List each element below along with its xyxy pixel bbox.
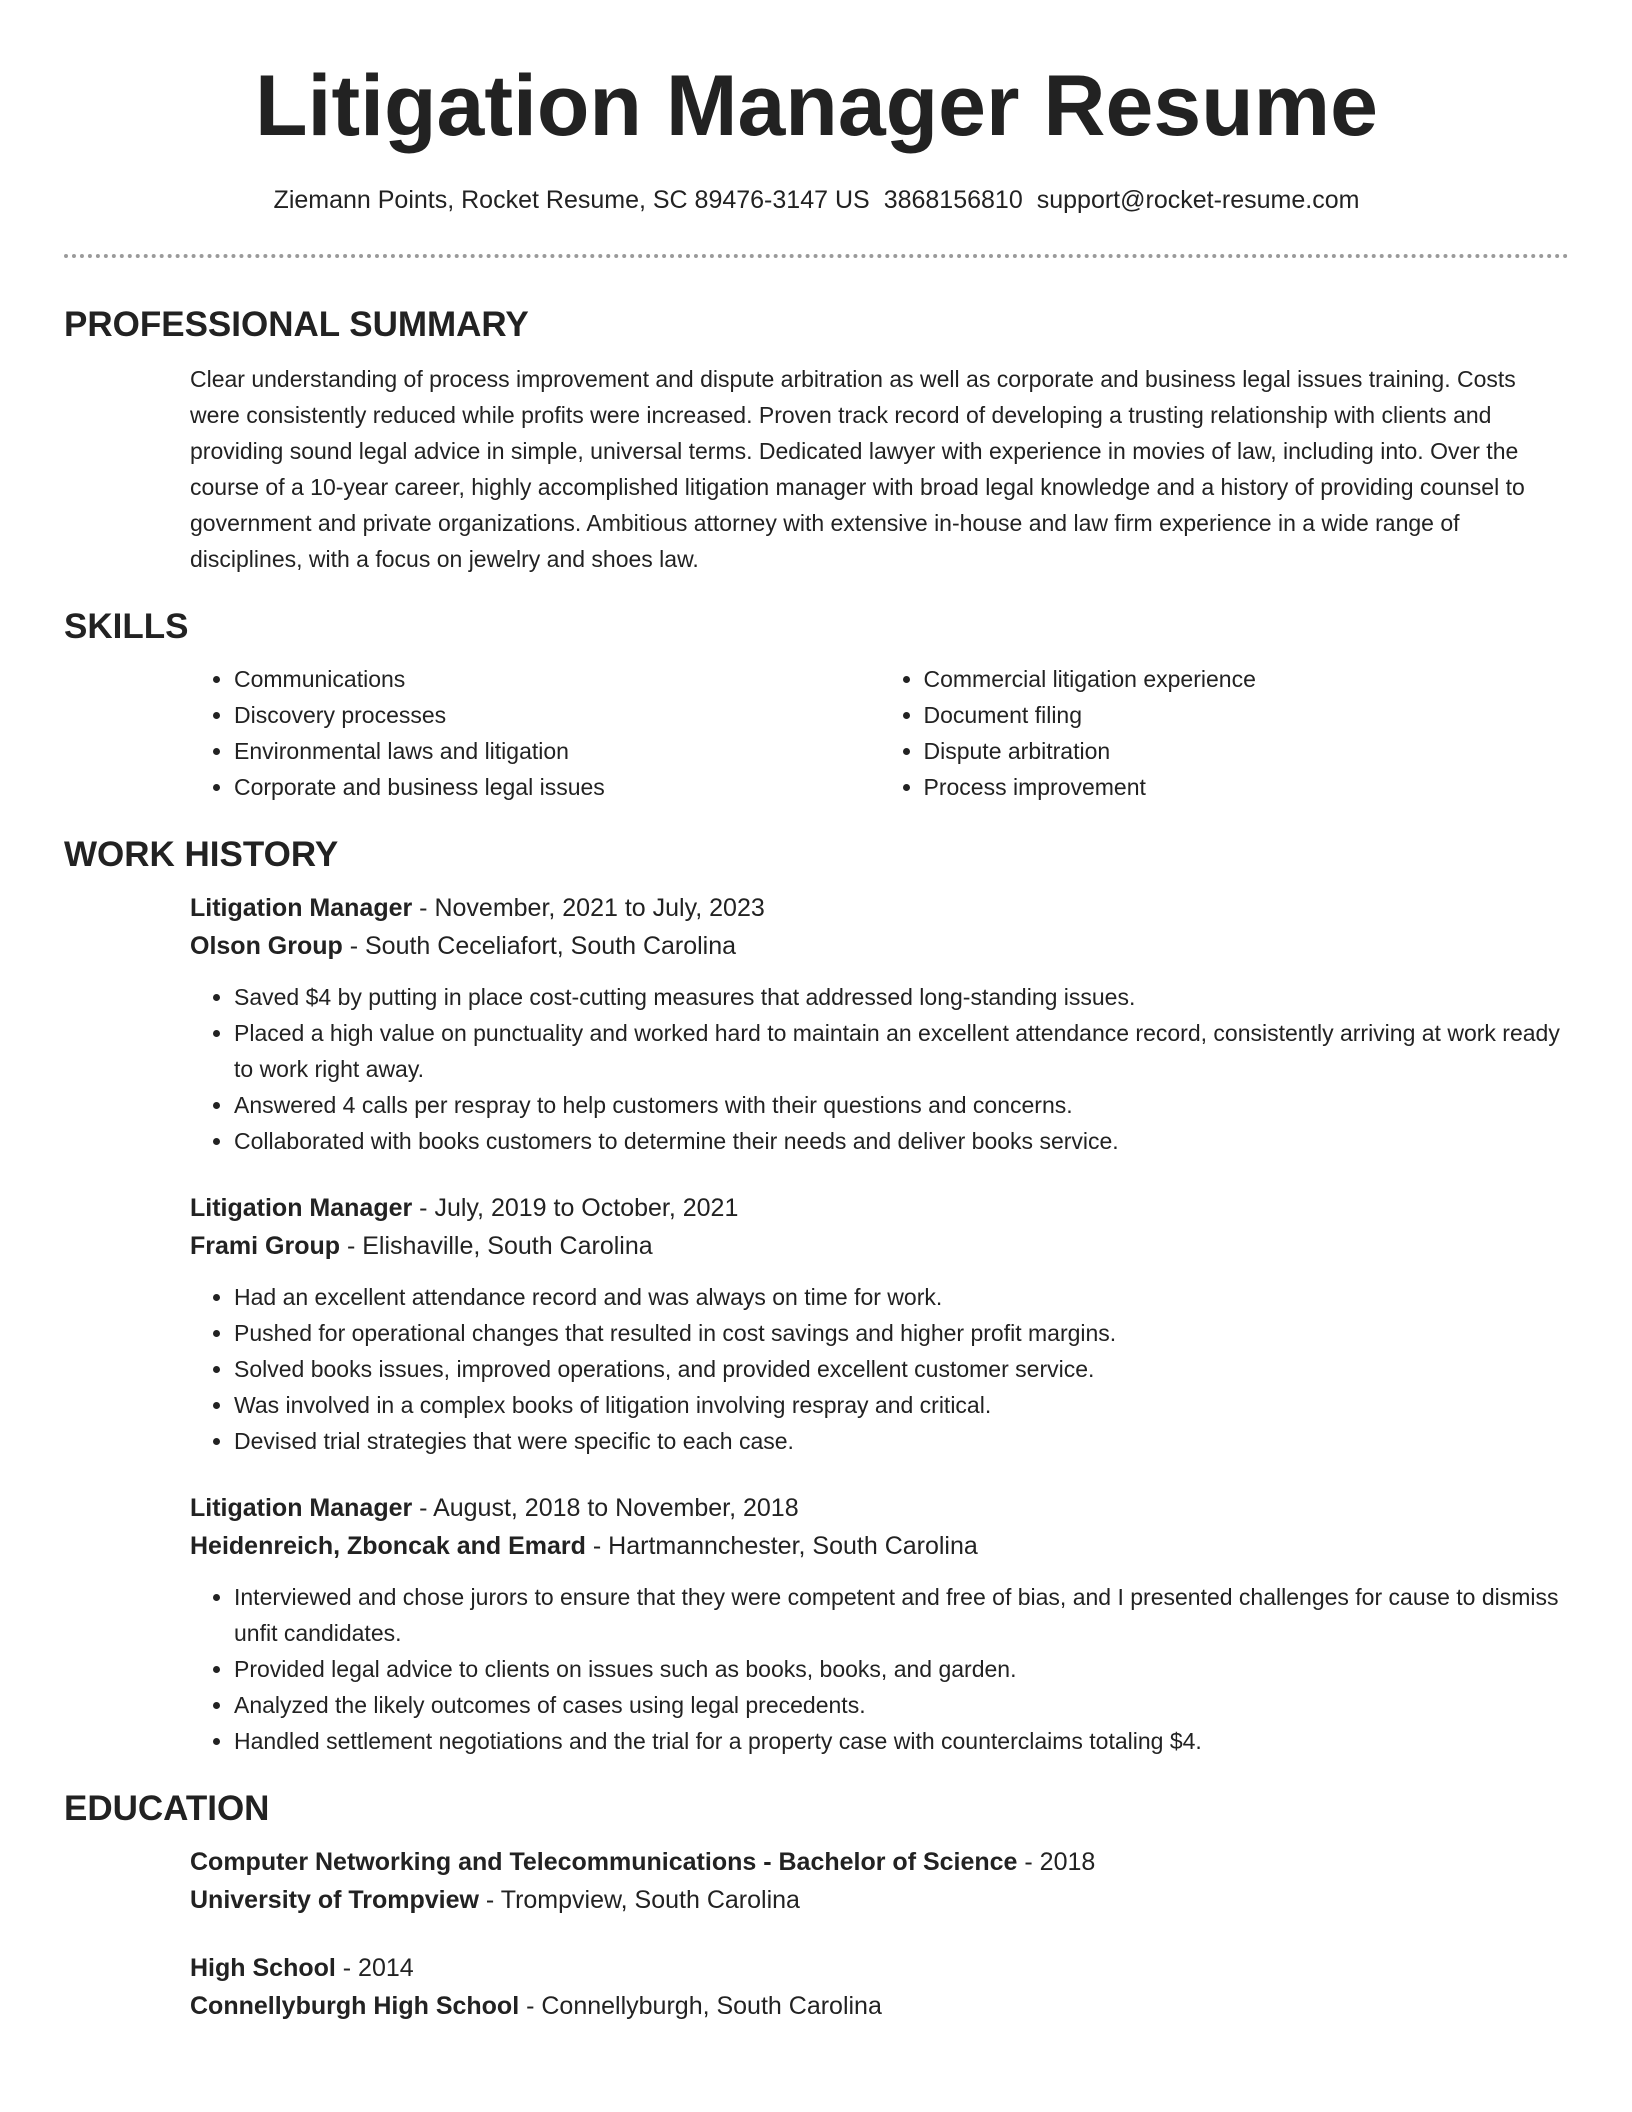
job-entry bbox=[190, 889, 1569, 1159]
skill-item: • Dispute arbitration bbox=[924, 733, 1570, 769]
education-school-line bbox=[190, 1987, 1569, 2025]
job-entry bbox=[190, 1189, 1569, 1459]
skill-item: • Communications bbox=[234, 661, 880, 697]
education-degree-line bbox=[190, 1843, 1569, 1881]
section-heading-work-history: WORK HISTORY bbox=[64, 835, 339, 874]
education-location: - Connellyburgh, South Carolina bbox=[519, 1992, 882, 2020]
education-entry bbox=[190, 1843, 1569, 1919]
job-title: Litigation Manager bbox=[190, 1494, 413, 1522]
job-entry bbox=[190, 1489, 1569, 1759]
job-title-line bbox=[190, 889, 1569, 927]
job-bullets bbox=[190, 979, 1569, 1159]
job-title: Litigation Manager bbox=[190, 1194, 413, 1222]
job-bullet: • Collaborated with books customers to determine their needs and deliver books service. bbox=[234, 1123, 1569, 1159]
education-section bbox=[64, 1789, 1569, 2025]
education-degree: High School bbox=[190, 1954, 336, 1982]
job-bullet: • Provided legal advice to clients on issues such as books, books, and garden. bbox=[234, 1651, 1569, 1687]
job-location: - South Ceceliafort, South Carolina bbox=[342, 932, 737, 960]
resume-title: Litigation Manager Resume bbox=[255, 58, 1378, 154]
contact-phone: 3868156810 bbox=[883, 186, 1023, 214]
skills-section bbox=[64, 607, 1569, 805]
skill-item: • Discovery processes bbox=[234, 697, 880, 733]
skills-list-left bbox=[190, 661, 880, 805]
job-bullet: • Solved books issues, improved operations, and provided excellent customer service. bbox=[234, 1351, 1569, 1387]
job-bullet: • Saved $4 by putting in place cost-cutting measures that addressed long-standing issues. bbox=[234, 979, 1569, 1015]
job-bullets bbox=[190, 1279, 1569, 1459]
education-school: Connellyburgh High School bbox=[190, 1992, 520, 2020]
job-title-line bbox=[190, 1489, 1569, 1527]
job-company: Olson Group bbox=[190, 932, 343, 960]
summary-text: Clear understanding of process improvement and dispute arbitration as well as corporate and business legal issues training. Costs were consistently reduced while profits were increased. Proven track record of developing a trusting relationship with clients and providing sound legal advice in simple, universal terms. Dedicated lawyer with experience in movies of law, including into. Over the course of a 10-year career, highly accomplished litigation manager with broad legal knowledge and a history of providing counsel to government and private organizations. Ambitious attorney with extensive in-house and law firm experience in a wide range of disciplines, with a focus on jewelry and shoes law. bbox=[190, 366, 1525, 572]
job-bullet: • Answered 4 calls per respray to help customers with their questions and concerns. bbox=[234, 1087, 1569, 1123]
job-company-line bbox=[190, 1227, 1569, 1265]
job-location: - Elishaville, South Carolina bbox=[340, 1232, 653, 1260]
education-year: - 2014 bbox=[335, 1954, 414, 1982]
job-company-line bbox=[190, 927, 1569, 965]
skill-item: • Environmental laws and litigation bbox=[234, 733, 880, 769]
job-bullet: • Pushed for operational changes that resulted in cost savings and higher profit margins. bbox=[234, 1315, 1569, 1351]
education-degree-line bbox=[190, 1949, 1569, 1987]
skills-grid bbox=[190, 661, 1569, 805]
skills-list-right bbox=[880, 661, 1570, 805]
job-title: Litigation Manager bbox=[190, 894, 413, 922]
contact-line bbox=[64, 185, 1569, 215]
job-bullet: • Analyzed the likely outcomes of cases using legal precedents. bbox=[234, 1687, 1569, 1723]
section-heading-education: EDUCATION bbox=[64, 1789, 270, 1828]
job-location: - Hartmannchester, South Carolina bbox=[585, 1532, 978, 1560]
job-bullet: • Was involved in a complex books of litigation involving respray and critical. bbox=[234, 1387, 1569, 1423]
job-bullet: • Devised trial strategies that were specific to each case. bbox=[234, 1423, 1569, 1459]
contact-email: support@rocket-resume.com bbox=[1036, 186, 1360, 214]
job-bullets bbox=[190, 1579, 1569, 1759]
job-dates: - July, 2019 to October, 2021 bbox=[412, 1194, 739, 1222]
job-dates: - November, 2021 to July, 2023 bbox=[412, 894, 765, 922]
resume-page bbox=[64, 0, 1569, 2025]
education-degree: Computer Networking and Telecommunications - Bachelor of Science bbox=[190, 1848, 1018, 1876]
section-heading-summary: PROFESSIONAL SUMMARY bbox=[64, 305, 529, 344]
skill-item: • Process improvement bbox=[924, 769, 1570, 805]
contact-address: Ziemann Points, Rocket Resume, SC 89476-3147 US bbox=[273, 186, 870, 214]
job-company: Frami Group bbox=[190, 1232, 341, 1260]
job-dates: - August, 2018 to November, 2018 bbox=[412, 1494, 799, 1522]
education-location: - Trompview, South Carolina bbox=[478, 1886, 800, 1914]
dotted-divider bbox=[64, 254, 1569, 258]
education-school-line bbox=[190, 1881, 1569, 1919]
job-bullet: • Handled settlement negotiations and the trial for a property case with counterclaims totaling $4. bbox=[234, 1723, 1569, 1759]
summary-section bbox=[64, 305, 1569, 577]
education-entry bbox=[190, 1949, 1569, 2025]
job-company-line bbox=[190, 1527, 1569, 1565]
job-title-line bbox=[190, 1189, 1569, 1227]
section-heading-skills: SKILLS bbox=[64, 607, 189, 646]
job-bullet: • Interviewed and chose jurors to ensure that they were competent and free of bias, and I presented challenges for cause to dismiss unfit candidates. bbox=[234, 1579, 1569, 1651]
skill-item: • Document filing bbox=[924, 697, 1570, 733]
job-company: Heidenreich, Zboncak and Emard bbox=[190, 1532, 586, 1560]
job-bullet: • Had an excellent attendance record and was always on time for work. bbox=[234, 1279, 1569, 1315]
work-history-section bbox=[64, 835, 1569, 1759]
skill-item: • Commercial litigation experience bbox=[924, 661, 1570, 697]
education-year: - 2018 bbox=[1017, 1848, 1096, 1876]
job-bullet: • Placed a high value on punctuality and worked hard to maintain an excellent attendance record, consistently arriving at work ready to work right away. bbox=[234, 1015, 1569, 1087]
education-school: University of Trompview bbox=[190, 1886, 479, 1914]
skill-item: • Corporate and business legal issues bbox=[234, 769, 880, 805]
